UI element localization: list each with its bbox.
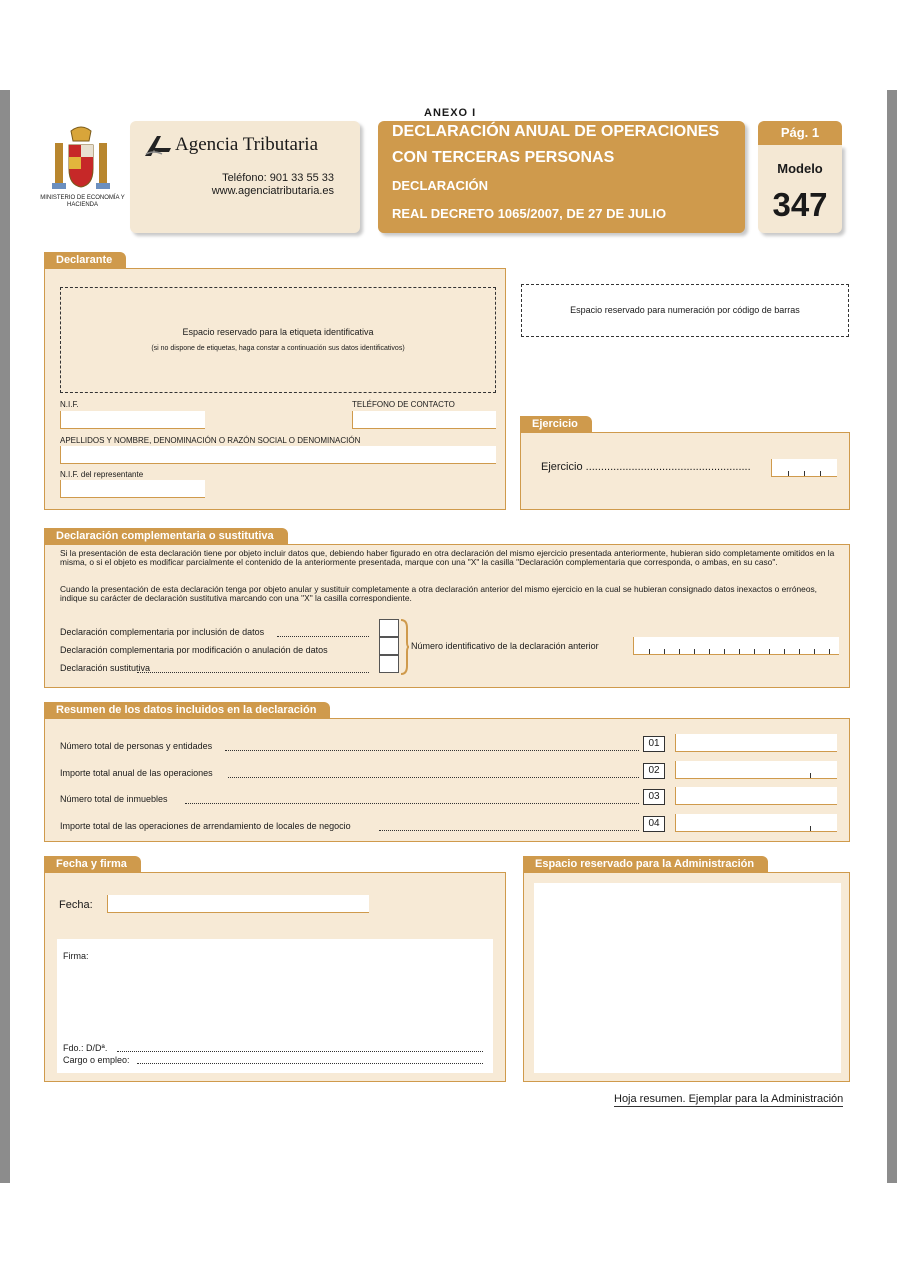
digit-separator <box>804 471 805 476</box>
decimal-separator <box>810 826 811 831</box>
tab-resumen: Resumen de los datos incluidos en la declaración <box>44 702 330 719</box>
option-inclusion: Declaración complementaria por inclusión de datos <box>60 627 265 637</box>
agency-website: www.agenciatributaria.es <box>211 185 334 197</box>
leader-dots <box>185 803 639 804</box>
leader-dots <box>277 636 369 637</box>
option-sustitutiva: Declaración sustitutiva <box>60 663 151 673</box>
resumen-section <box>44 718 850 842</box>
firma-section <box>44 872 506 1082</box>
barcode-text: Espacio reservado para numeración por código de barras <box>570 305 800 315</box>
resumen-row-label: Número total de inmuebles <box>60 794 168 804</box>
resumen-row-label: Importe total anual de las operaciones <box>60 768 213 778</box>
leader-dots <box>379 830 639 831</box>
label-space-note: (si no dispone de etiquetas, haga constar a continuación sus datos identificativos) <box>151 345 405 352</box>
prev-number-field[interactable] <box>633 637 839 655</box>
resumen-value-field[interactable] <box>675 814 837 832</box>
position-line <box>137 1063 483 1064</box>
title-panel <box>378 121 745 233</box>
page-number: Pág. 1 <box>758 121 842 145</box>
digit-separator <box>664 649 665 654</box>
decimal-separator <box>810 773 811 778</box>
resumen-code: 04 <box>643 816 665 832</box>
tab-admin: Espacio reservado para la Administración <box>523 856 768 873</box>
model-number: 347 <box>772 186 828 223</box>
digit-separator <box>709 649 710 654</box>
agency-logo-icon <box>143 134 173 158</box>
admin-space <box>534 883 841 1073</box>
name-label: APELLIDOS Y NOMBRE, DENOMINACIÓN O RAZÓN SOCIAL O DENOMINACIÓN <box>60 436 361 445</box>
title-line-1: DECLARACIÓN ANUAL DE OPERACIONES <box>392 123 720 140</box>
ejercicio-leader: ...................................................... <box>585 461 751 473</box>
ejercicio-label <box>541 461 751 473</box>
ejercicio-section <box>520 432 850 510</box>
phone-field[interactable] <box>352 411 496 429</box>
digit-separator <box>799 649 800 654</box>
resumen-value-field[interactable] <box>675 734 837 752</box>
signature-label: Firma: <box>63 951 89 961</box>
nif-label: N.I.F. <box>60 400 79 409</box>
annex-label: ANEXO I <box>424 107 477 119</box>
page-edge-right <box>887 90 897 1183</box>
brace-icon <box>399 619 409 675</box>
model-label: Modelo <box>777 161 823 176</box>
page-edge-left <box>0 90 10 1183</box>
complementaria-section <box>44 544 850 688</box>
resumen-value-field[interactable] <box>675 787 837 805</box>
prev-number-label: Número identificativo de la declaración anterior <box>411 641 599 651</box>
ejercicio-text: Ejercicio <box>541 461 583 473</box>
label-space-title: Espacio reservado para la etiqueta identificativa <box>182 327 374 337</box>
footer-note: Hoja resumen. Ejemplar para la Administración <box>614 1093 844 1105</box>
position-label: Cargo o empleo: <box>63 1055 130 1065</box>
resumen-row-label: Número total de personas y entidades <box>60 741 213 751</box>
agency-name: Agencia Tributaria <box>175 134 319 155</box>
leader-dots <box>228 777 639 778</box>
complementaria-para-2: Cuando la presentación de esta declaración tenga por objeto anular y sustituir completamente a otra declaración anterior del mismo ejercicio en la cual se hubieran consignado datos inexactos o erróneos, indique su carácter de declaración sustitutiva marcando con una "X" la casilla correspondiente. <box>60 584 817 603</box>
complementaria-para-1: Si la presentación de esta declaración tiene por objeto incluir datos que, debiendo haber figurado en otra declaración del mismo ejercicio presentada anteriormente, hubieran sido completamente omitidos en la misma, o si el objeto es modificar parcialmente el contenido de la anteriormente presentada, marque con una "X" la casilla "Declaración complementaria que corresponda, o ambas, en su caso". <box>60 548 835 567</box>
agency-contact <box>130 172 334 198</box>
coat-of-arms-icon <box>47 125 115 195</box>
title-line-3: DECLARACIÓN <box>392 178 489 193</box>
digit-separator <box>724 649 725 654</box>
label-space <box>60 287 496 393</box>
signed-by-line <box>117 1051 483 1052</box>
digit-separator <box>829 649 830 654</box>
date-field[interactable] <box>107 895 369 913</box>
nif-field[interactable] <box>60 411 205 429</box>
digit-separator <box>679 649 680 654</box>
tab-ejercicio: Ejercicio <box>520 416 592 433</box>
ministry-name: MINISTERIO DE ECONOMÍA Y HACIENDA <box>40 195 125 208</box>
digit-separator <box>820 471 821 476</box>
barcode-space <box>521 284 849 337</box>
title-line-4: REAL DECRETO 1065/2007, DE 27 DE JULIO <box>392 206 667 221</box>
tab-declarante: Declarante <box>44 252 126 269</box>
resumen-value-field[interactable] <box>675 761 837 779</box>
date-label: Fecha: <box>59 899 93 911</box>
checkbox-inclusion[interactable] <box>379 619 399 637</box>
agency-phone: Teléfono: 901 33 55 33 <box>222 172 334 184</box>
rep-nif-label: N.I.F. del representante <box>60 470 144 479</box>
phone-label: TELÉFONO DE CONTACTO <box>352 400 455 409</box>
rep-nif-field[interactable] <box>60 480 205 498</box>
signed-by-label: Fdo.: D/Dª. <box>63 1043 108 1053</box>
ejercicio-field[interactable] <box>771 459 837 477</box>
tab-complementaria: Declaración complementaria o sustitutiva <box>44 528 288 545</box>
digit-separator <box>784 649 785 654</box>
title-line-2: CON TERCERAS PERSONAS <box>392 149 615 166</box>
option-modificacion: Declaración complementaria por modificación o anulación de datos <box>60 645 328 655</box>
model-panel <box>758 145 842 233</box>
digit-separator <box>769 649 770 654</box>
resumen-code: 02 <box>643 763 665 779</box>
digit-separator <box>649 649 650 654</box>
signature-area[interactable] <box>57 939 493 1073</box>
leader-dots <box>137 672 369 673</box>
digit-separator <box>814 649 815 654</box>
admin-section <box>523 872 850 1082</box>
declarante-section <box>44 268 506 510</box>
checkbox-modificacion[interactable] <box>379 637 399 655</box>
resumen-code: 03 <box>643 789 665 805</box>
digit-separator <box>754 649 755 654</box>
digit-separator <box>739 649 740 654</box>
resumen-code: 01 <box>643 736 665 752</box>
name-field[interactable] <box>60 446 496 464</box>
digit-separator <box>694 649 695 654</box>
leader-dots <box>225 750 639 751</box>
checkbox-sustitutiva[interactable] <box>379 655 399 673</box>
resumen-row-label: Importe total de las operaciones de arrendamiento de locales de negocio <box>60 821 351 831</box>
tab-firma: Fecha y firma <box>44 856 141 873</box>
digit-separator <box>788 471 789 476</box>
